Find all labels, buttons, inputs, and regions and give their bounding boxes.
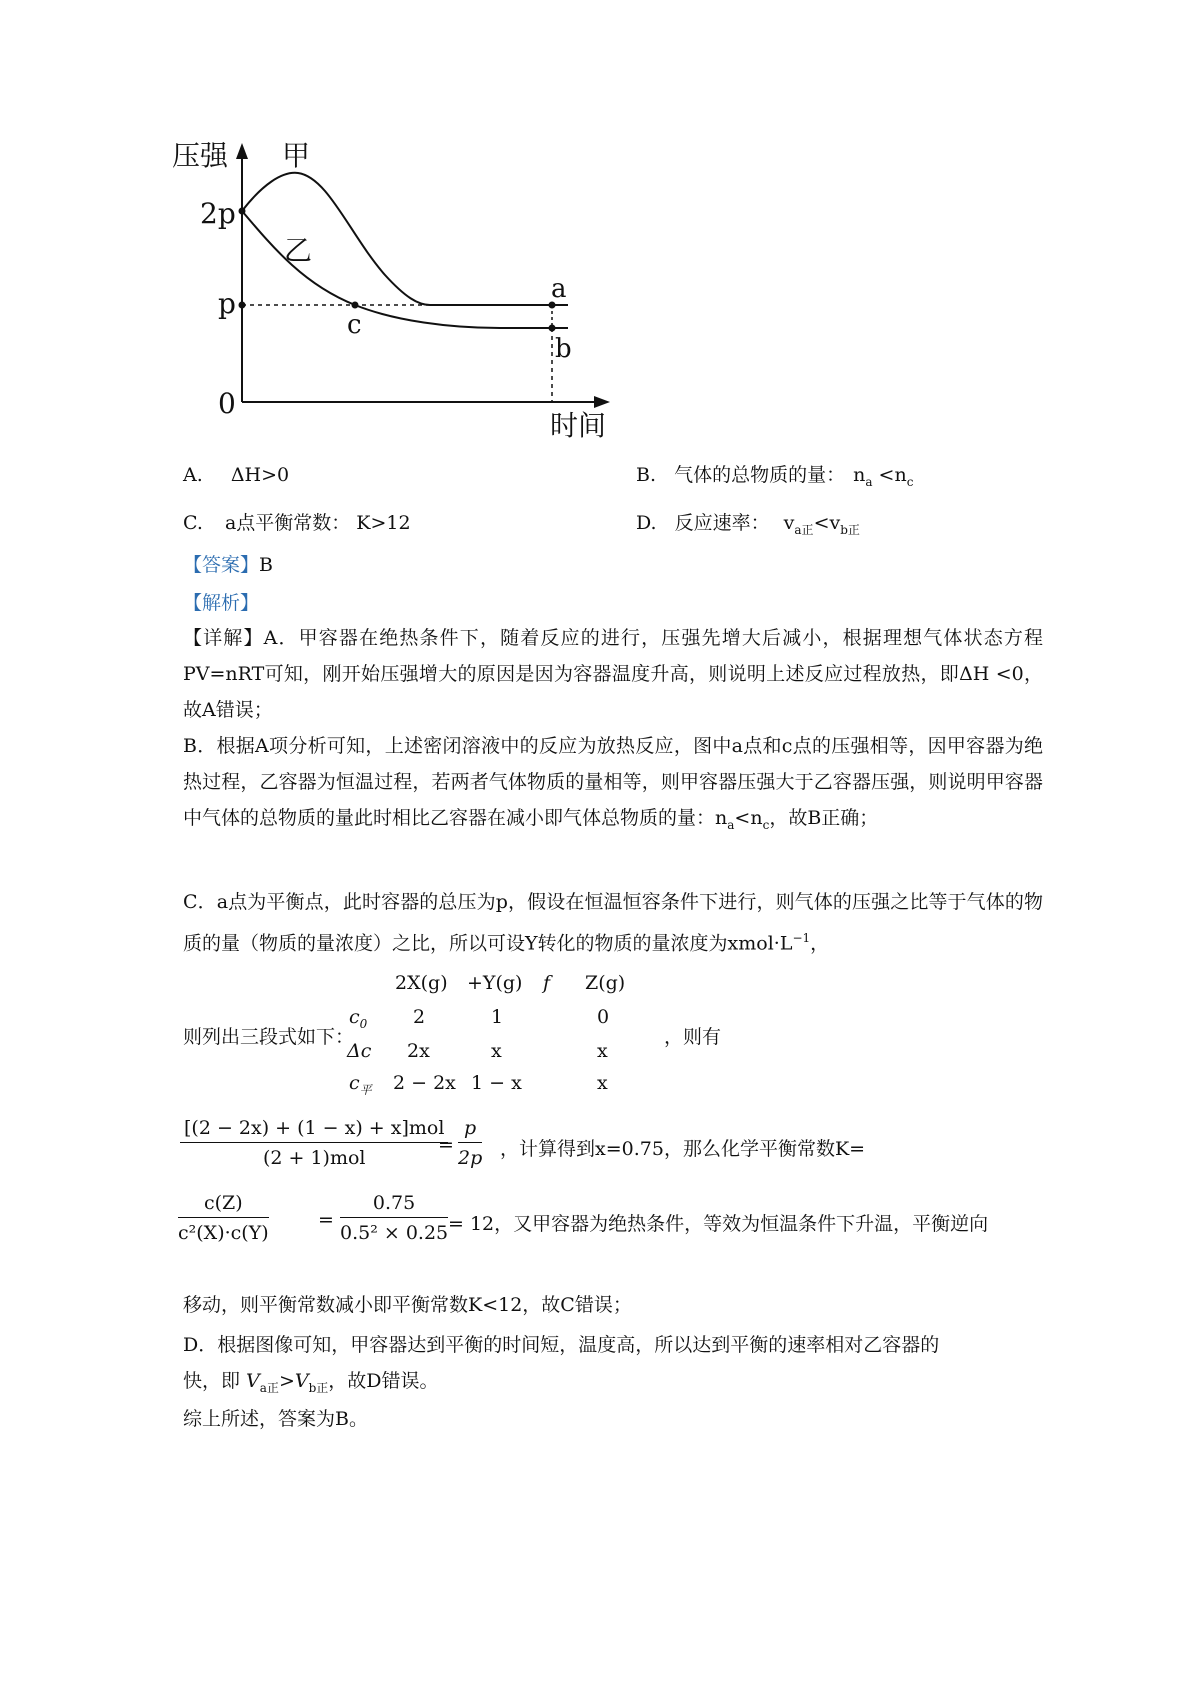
detail-paragraph-b <box>183 728 1043 843</box>
ice-row-label-ceq: $c_平$ <box>349 1072 372 1097</box>
option-d <box>636 510 860 543</box>
x-axis-label: 时间 <box>550 409 607 442</box>
option-b-sub1: a <box>865 474 873 489</box>
ice-c0-x: 2 <box>413 1006 426 1028</box>
option-b-sub2: c <box>906 474 914 489</box>
curve-yi-label: 乙 <box>284 234 313 267</box>
detail-c-text: C．a点为平衡点，此时容器的总压为p，假设在恒温恒容条件下进行，则气体的压强之比等于气体的物质的量（物质的量浓度）之比，所以可设Y转化的物质的量浓度为xmol·L <box>183 891 1043 955</box>
option-a <box>183 462 289 488</box>
equals-1: = <box>438 1134 454 1156</box>
fraction-pressure-num: p <box>458 1117 482 1143</box>
detail-d-sub2: b正 <box>308 1380 329 1395</box>
curve-yi <box>242 211 568 328</box>
detail-d-sub1: a正 <box>259 1380 279 1395</box>
point-c-label: c <box>347 310 362 340</box>
point-c-dot <box>352 302 359 309</box>
option-d-sub1: a正 <box>794 522 814 537</box>
calc-k: = 12，又甲容器为绝热条件，等效为恒温条件下升温，平衡逆向 <box>448 1213 989 1235</box>
option-c-prefix: C. <box>183 512 203 534</box>
detail-b-tail: ，故B正确； <box>769 807 879 829</box>
fraction-moles-num: [(2 − 2x) + (1 − x) + x]mol <box>180 1117 448 1143</box>
option-d-lt: < <box>813 512 830 534</box>
y-axis-label: 压强 <box>172 139 229 172</box>
detail-paragraph-c <box>183 884 1043 961</box>
ice-row-label-dc: Δc <box>347 1040 372 1062</box>
answer-label: 【答案】 <box>183 554 260 576</box>
option-b-text: 气体的总物质的量： <box>674 464 846 486</box>
detail-b-lt: <n <box>734 807 763 829</box>
detail-d-v1: V <box>246 1370 260 1392</box>
analysis-label: 【解析】 <box>183 592 260 614</box>
tick-p: p <box>218 287 236 320</box>
detail-b-sub-a: a <box>727 817 735 832</box>
ice-ceq-x: 2 − 2x <box>393 1072 456 1094</box>
detail-d-v2: V <box>294 1370 309 1392</box>
option-b <box>636 462 913 495</box>
detail-d-gt: > <box>278 1370 295 1392</box>
option-d-v1: v <box>783 512 795 534</box>
detail-paragraph-d-2 <box>183 1366 439 1396</box>
ice-c0-y: 1 <box>491 1006 504 1028</box>
fraction-k-expr <box>178 1192 269 1244</box>
detail-paragraph-d-1: D．根据图像可知，甲容器达到平衡的时间短，温度高，所以达到平衡的速率相对乙容器的 <box>183 1334 940 1356</box>
fraction-k-value <box>340 1192 448 1244</box>
fraction-pressure-den: 2p <box>458 1147 483 1169</box>
option-a-prefix: A. <box>183 464 203 486</box>
ice-dc-x: 2x <box>407 1040 430 1062</box>
point-b-dot <box>549 325 556 332</box>
tick-2p: 2p <box>200 197 236 230</box>
ice-c0-z: 0 <box>597 1006 610 1028</box>
option-c-expr: K>12 <box>356 512 411 534</box>
option-c <box>183 510 411 536</box>
detail-b-sub-c: c <box>762 817 770 832</box>
ice-intro: 则列出三段式如下： <box>183 1026 355 1048</box>
option-c-text: a点平衡常数： <box>224 512 351 534</box>
fraction-moles <box>180 1117 448 1169</box>
calc-x: ，计算得到x=0.75，那么化学平衡常数K= <box>500 1138 866 1160</box>
x-axis-arrow <box>594 396 610 408</box>
detail-c-sup: −1 <box>792 931 811 945</box>
summary: 综上所述，答案为B。 <box>183 1408 368 1430</box>
start-point <box>239 208 246 215</box>
ice-dc-y: x <box>491 1040 502 1062</box>
detail-d-text: 快，即 <box>183 1370 247 1392</box>
ice-header-arrow: f <box>543 972 551 994</box>
ice-table <box>345 968 665 1098</box>
ice-ceq-y: 1 − x <box>471 1072 522 1094</box>
fraction-pressure <box>458 1117 482 1169</box>
option-a-text: ΔH>0 <box>230 464 290 486</box>
pressure-time-graph <box>170 135 690 485</box>
option-d-prefix: D. <box>636 512 657 534</box>
detail-paragraph-a: 【详解】A．甲容器在绝热条件下，随着反应的进行，压强先增大后减小，根据理想气体状态方程PV=nRT可知，刚开始压强增大的原因是因为容器温度升高，则说明上述反应过程放热，即ΔH <0，故A错误； <box>183 627 1043 721</box>
tick-0: 0 <box>218 387 236 420</box>
ice-header-y: +Y(g) <box>467 972 523 994</box>
ice-ceq-z: x <box>597 1072 608 1094</box>
curve-jia-label: 甲 <box>282 139 311 172</box>
option-d-v2: v <box>829 512 841 534</box>
option-d-text: 反应速率： <box>674 512 770 534</box>
equals-2: = <box>318 1209 334 1231</box>
ice-header-z: Z(g) <box>585 972 626 994</box>
ice-row-label-c0: $c_0$ <box>349 1006 368 1031</box>
answer-line <box>183 550 273 577</box>
ice-header-x: 2X(g) <box>395 972 448 994</box>
ice-dc-z: x <box>597 1040 608 1062</box>
option-b-lt: < <box>878 464 895 486</box>
option-b-prefix: B. <box>636 464 657 486</box>
point-a-label: a <box>551 274 567 304</box>
fraction-k-value-num: 0.75 <box>340 1192 448 1218</box>
detail-b-text: B．根据A项分析可知，上述密闭溶液中的反应为放热反应，图中a点和c点的压强相等，因甲容器为绝热过程，乙容器为恒温过程，若两者气体物质的量相等，则甲容器压强大于乙容器压强，则说明甲容器中气体的总物质的量此时相比乙容器在减小即气体总物质的量：n <box>183 735 1043 829</box>
fraction-moles-den: (2 + 1)mol <box>262 1147 366 1169</box>
option-b-n1: n <box>853 464 866 486</box>
fraction-k-den: c²(X)·c(Y) <box>178 1222 269 1244</box>
ice-after: ，则有 <box>664 1026 722 1048</box>
point-b-label: b <box>555 334 572 364</box>
fraction-k-num: c(Z) <box>178 1192 269 1218</box>
detail-c-end: ， <box>810 932 830 955</box>
y-axis-arrow <box>236 143 248 159</box>
option-d-sub2: b正 <box>840 522 860 537</box>
p-tick-point <box>239 302 246 309</box>
fraction-k-value-den: 0.5² × 0.25 <box>340 1222 449 1244</box>
detail-d-end: ，故D错误。 <box>328 1370 439 1392</box>
answer-value: B <box>259 554 273 576</box>
detail-c-conclusion: 移动，则平衡常数减小即平衡常数K<12，故C错误； <box>183 1294 632 1316</box>
option-b-n2: n <box>894 464 907 486</box>
